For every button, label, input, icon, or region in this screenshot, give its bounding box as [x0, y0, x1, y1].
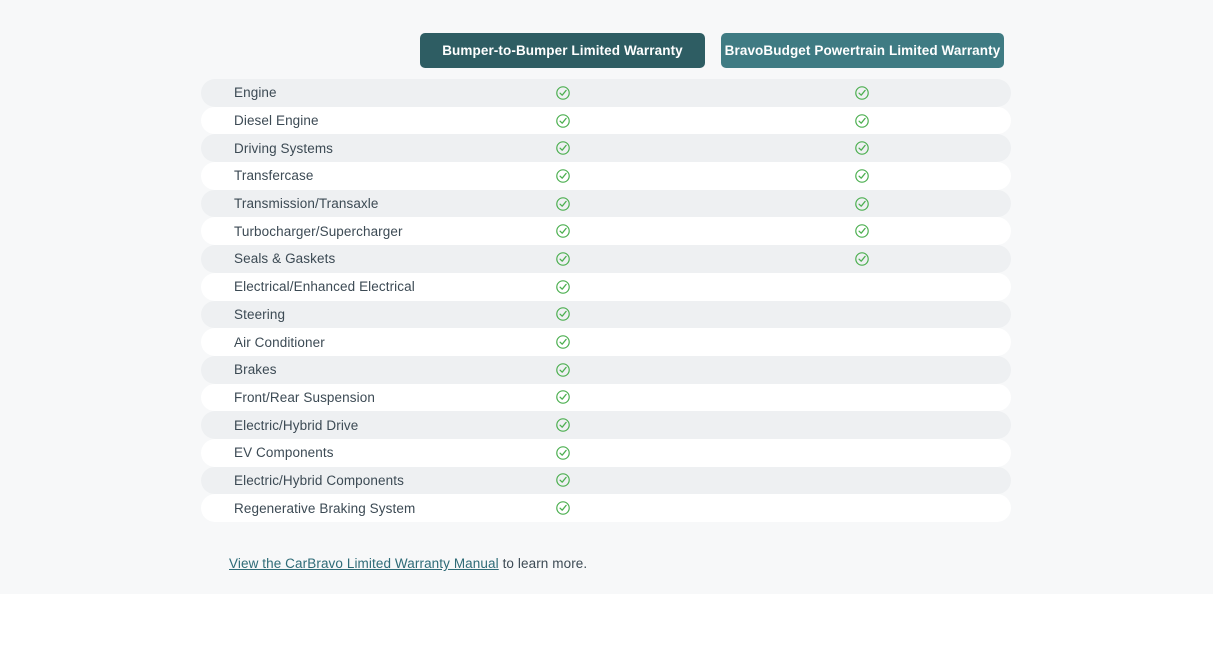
warranty-tab-bar	[420, 33, 1004, 68]
table-row	[201, 356, 1011, 384]
check-circle-icon	[556, 280, 570, 294]
check-circle-icon	[556, 252, 570, 266]
check-circle-icon	[556, 114, 570, 128]
coverage-item-label: Turbocharger/Supercharger	[234, 223, 403, 239]
check-circle-icon	[556, 335, 570, 349]
coverage-item-label: Steering	[234, 306, 286, 322]
check-circle-icon	[855, 252, 869, 266]
table-row	[201, 439, 1011, 467]
table-row	[201, 301, 1011, 329]
table-row	[201, 134, 1011, 162]
coverage-item-label: Electric/Hybrid Drive	[234, 417, 359, 433]
check-circle-icon	[855, 86, 869, 100]
coverage-item-label: Electrical/Enhanced Electrical	[234, 279, 415, 295]
check-circle-icon	[556, 501, 570, 515]
table-row	[201, 411, 1011, 439]
table-row	[201, 162, 1011, 190]
table-row	[201, 494, 1011, 522]
table-row	[201, 467, 1011, 495]
coverage-item-label: Front/Rear Suspension	[234, 389, 375, 405]
tab-bravobudget-powertrain[interactable]: BravoBudget Powertrain Limited Warranty	[721, 33, 1004, 68]
check-circle-icon	[556, 446, 570, 460]
coverage-item-label: Brakes	[234, 362, 277, 378]
check-circle-icon	[556, 418, 570, 432]
coverage-item-label: Driving Systems	[234, 140, 334, 156]
check-circle-icon	[556, 86, 570, 100]
coverage-table	[201, 79, 1011, 522]
table-row	[201, 245, 1011, 273]
check-circle-icon	[855, 141, 869, 155]
check-circle-icon	[556, 169, 570, 183]
tab-bumper-to-bumper[interactable]: Bumper-to-Bumper Limited Warranty	[420, 33, 705, 68]
footer-note-suffix: to learn more.	[498, 556, 588, 571]
table-row	[201, 79, 1011, 107]
check-circle-icon	[556, 224, 570, 238]
footer-note	[229, 556, 587, 571]
coverage-item-label: Transfercase	[234, 168, 314, 184]
table-row	[201, 190, 1011, 218]
check-circle-icon	[855, 169, 869, 183]
check-circle-icon	[556, 363, 570, 377]
coverage-item-label: Transmission/Transaxle	[234, 196, 379, 212]
table-row	[201, 384, 1011, 412]
table-row	[201, 328, 1011, 356]
check-circle-icon	[556, 197, 570, 211]
coverage-item-label: Electric/Hybrid Components	[234, 472, 404, 488]
coverage-item-label: Regenerative Braking System	[234, 500, 416, 516]
coverage-item-label: Air Conditioner	[234, 334, 325, 350]
check-circle-icon	[855, 114, 869, 128]
coverage-item-label: EV Components	[234, 445, 334, 461]
table-row	[201, 273, 1011, 301]
check-circle-icon	[556, 141, 570, 155]
check-circle-icon	[556, 473, 570, 487]
check-circle-icon	[855, 224, 869, 238]
check-circle-icon	[556, 307, 570, 321]
coverage-item-label: Diesel Engine	[234, 113, 319, 129]
coverage-item-label: Seals & Gaskets	[234, 251, 336, 267]
coverage-item-label: Engine	[234, 85, 277, 101]
check-circle-icon	[855, 197, 869, 211]
bottom-strip	[0, 594, 1213, 648]
table-row	[201, 217, 1011, 245]
table-row	[201, 107, 1011, 135]
check-circle-icon	[556, 390, 570, 404]
warranty-manual-link[interactable]: View the CarBravo Limited Warranty Manual	[229, 556, 499, 571]
